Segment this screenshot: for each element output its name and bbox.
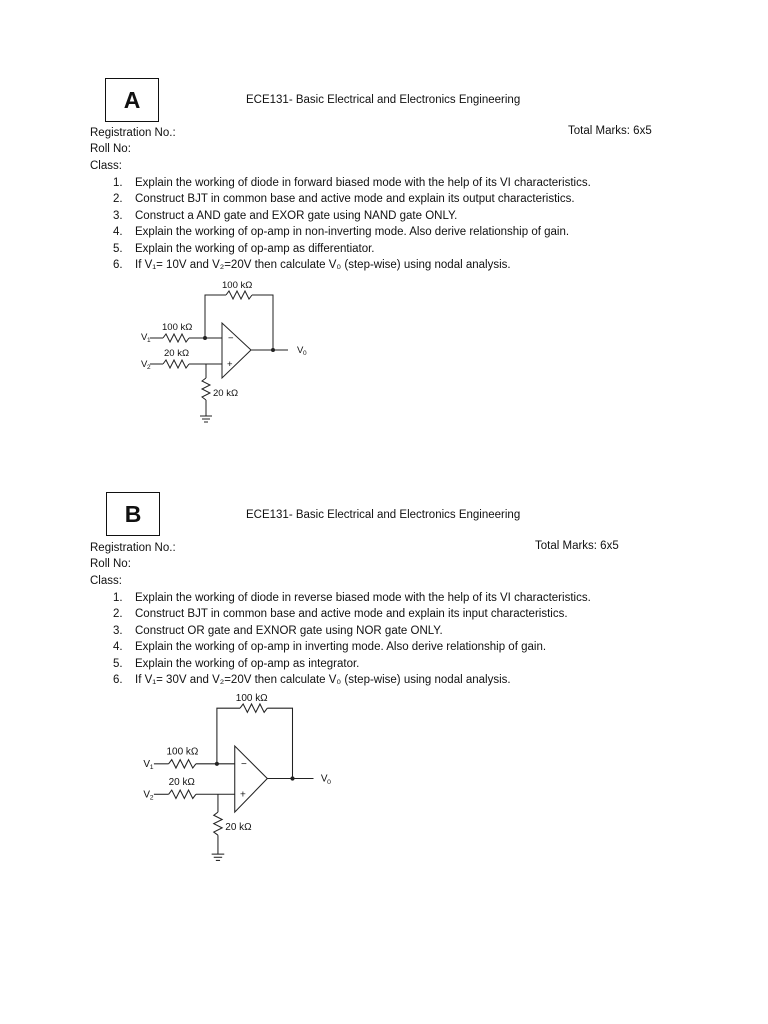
question-list bbox=[113, 175, 591, 273]
total-marks: Total Marks: 6x5 bbox=[535, 540, 619, 552]
set-label: B bbox=[124, 500, 142, 527]
question-number: 2. bbox=[113, 193, 123, 206]
question-set-b bbox=[0, 490, 768, 1024]
ground-resistor-label: 20 kΩ bbox=[225, 821, 252, 833]
question-text: Explain the working of op-amp as integrator. bbox=[135, 657, 360, 670]
set-label: A bbox=[123, 86, 141, 113]
set-label-box bbox=[105, 78, 159, 122]
course-title: ECE131- Basic Electrical and Electronics Engineering bbox=[246, 509, 521, 521]
v1-label: V bbox=[141, 332, 148, 343]
question-set-a bbox=[0, 0, 768, 490]
question-text: Construct BJT in common base and active mode and explain its output characteristics. bbox=[135, 193, 575, 206]
question-text: Explain the working of op-amp as differentiator. bbox=[135, 242, 375, 255]
question-number: 6. bbox=[113, 259, 123, 272]
question-number: 5. bbox=[113, 242, 123, 255]
question-item bbox=[113, 224, 591, 240]
v2-subscript: 2 bbox=[147, 364, 151, 371]
course-title: ECE131- Basic Electrical and Electronics Engineering bbox=[246, 94, 521, 106]
question-number: 3. bbox=[113, 209, 123, 222]
total-marks: Total Marks: 6x5 bbox=[568, 125, 652, 137]
v2-subscript: 2 bbox=[149, 794, 154, 802]
v2-label: V bbox=[143, 789, 151, 801]
junction-dot bbox=[271, 348, 275, 352]
vo-subscript: 0 bbox=[327, 778, 331, 786]
question-item bbox=[113, 241, 591, 257]
plus-resistor-label: 20 kΩ bbox=[164, 348, 190, 359]
question-number: 5. bbox=[113, 657, 123, 670]
question-item bbox=[113, 623, 591, 639]
question-text: Explain the working of diode in forward biased mode with the help of its VI characteristics. bbox=[135, 177, 591, 189]
registration-label: Registration No.: bbox=[90, 127, 176, 139]
feedback-resistor-label: 100 kΩ bbox=[235, 692, 268, 704]
question-item bbox=[113, 606, 591, 622]
question-item bbox=[113, 257, 591, 273]
ground-resistor-label: 20 kΩ bbox=[213, 388, 239, 399]
junction-dot bbox=[203, 336, 207, 340]
question-number: 1. bbox=[113, 592, 123, 604]
question-text: Explain the working of diode in reverse biased mode with the help of its VI characteristics. bbox=[135, 592, 591, 604]
question-list bbox=[113, 590, 591, 688]
question-text: If V₁= 30V and V₂=20V then calculate V₀ (step-wise) using nodal analysis. bbox=[135, 674, 511, 687]
v1-subscript: 1 bbox=[149, 764, 154, 772]
input-resistor-label: 100 kΩ bbox=[166, 746, 199, 758]
ground-resistor-symbol bbox=[202, 378, 210, 400]
question-text: Construct BJT in common base and active mode and explain its input characteristics. bbox=[135, 608, 568, 621]
question-text: Construct OR gate and EXNOR gate using NOR gate ONLY. bbox=[135, 624, 443, 637]
class-label: Class: bbox=[90, 159, 122, 172]
opamp-circuit-diagram bbox=[130, 278, 330, 430]
question-item bbox=[113, 208, 591, 224]
student-info bbox=[90, 540, 176, 589]
question-item bbox=[113, 672, 591, 688]
class-label: Class: bbox=[90, 574, 122, 587]
question-number: 1. bbox=[113, 177, 123, 189]
noninverting-input-sign: + bbox=[240, 789, 246, 801]
vo-subscript: 0 bbox=[303, 350, 307, 357]
noninverting-input-sign: + bbox=[227, 359, 233, 370]
vo-label: V bbox=[297, 345, 304, 356]
input-resistor-symbol bbox=[163, 334, 189, 342]
question-number: 2. bbox=[113, 608, 123, 621]
student-info bbox=[90, 125, 176, 174]
question-item bbox=[113, 639, 591, 655]
question-item bbox=[113, 191, 591, 207]
plus-resistor-label: 20 kΩ bbox=[168, 776, 195, 788]
set-label-box bbox=[106, 492, 160, 536]
question-number: 6. bbox=[113, 674, 123, 687]
feedback-resistor-label: 100 kΩ bbox=[222, 280, 253, 291]
question-item bbox=[113, 175, 591, 191]
question-text: Construct a AND gate and EXOR gate using NAND gate ONLY. bbox=[135, 209, 458, 222]
question-text: Explain the working of op-amp in inverting mode. Also derive relationship of gain. bbox=[135, 641, 547, 654]
question-text: If V₁= 10V and V₂=20V then calculate V₀ (step-wise) using nodal analysis. bbox=[135, 259, 511, 272]
inverting-input-sign: − bbox=[228, 333, 234, 344]
input-resistor-label: 100 kΩ bbox=[162, 322, 193, 333]
vo-label: V bbox=[320, 773, 328, 785]
question-item bbox=[113, 590, 591, 606]
inverting-input-sign: − bbox=[241, 758, 247, 770]
question-number: 4. bbox=[113, 641, 123, 654]
question-text: Explain the working of op-amp in non-inverting mode. Also derive relationship of gain. bbox=[135, 226, 570, 239]
plus-resistor-symbol bbox=[163, 360, 189, 368]
feedback-resistor-symbol bbox=[226, 291, 252, 299]
opamp-circuit-diagram bbox=[135, 688, 345, 868]
roll-label: Roll No: bbox=[90, 558, 131, 571]
question-number: 4. bbox=[113, 226, 123, 239]
registration-label: Registration No.: bbox=[90, 542, 176, 554]
roll-label: Roll No: bbox=[90, 143, 131, 156]
v1-label: V bbox=[143, 758, 151, 770]
v1-subscript: 1 bbox=[147, 337, 151, 344]
question-number: 3. bbox=[113, 624, 123, 637]
v2-label: V bbox=[141, 359, 148, 370]
question-item bbox=[113, 656, 591, 672]
